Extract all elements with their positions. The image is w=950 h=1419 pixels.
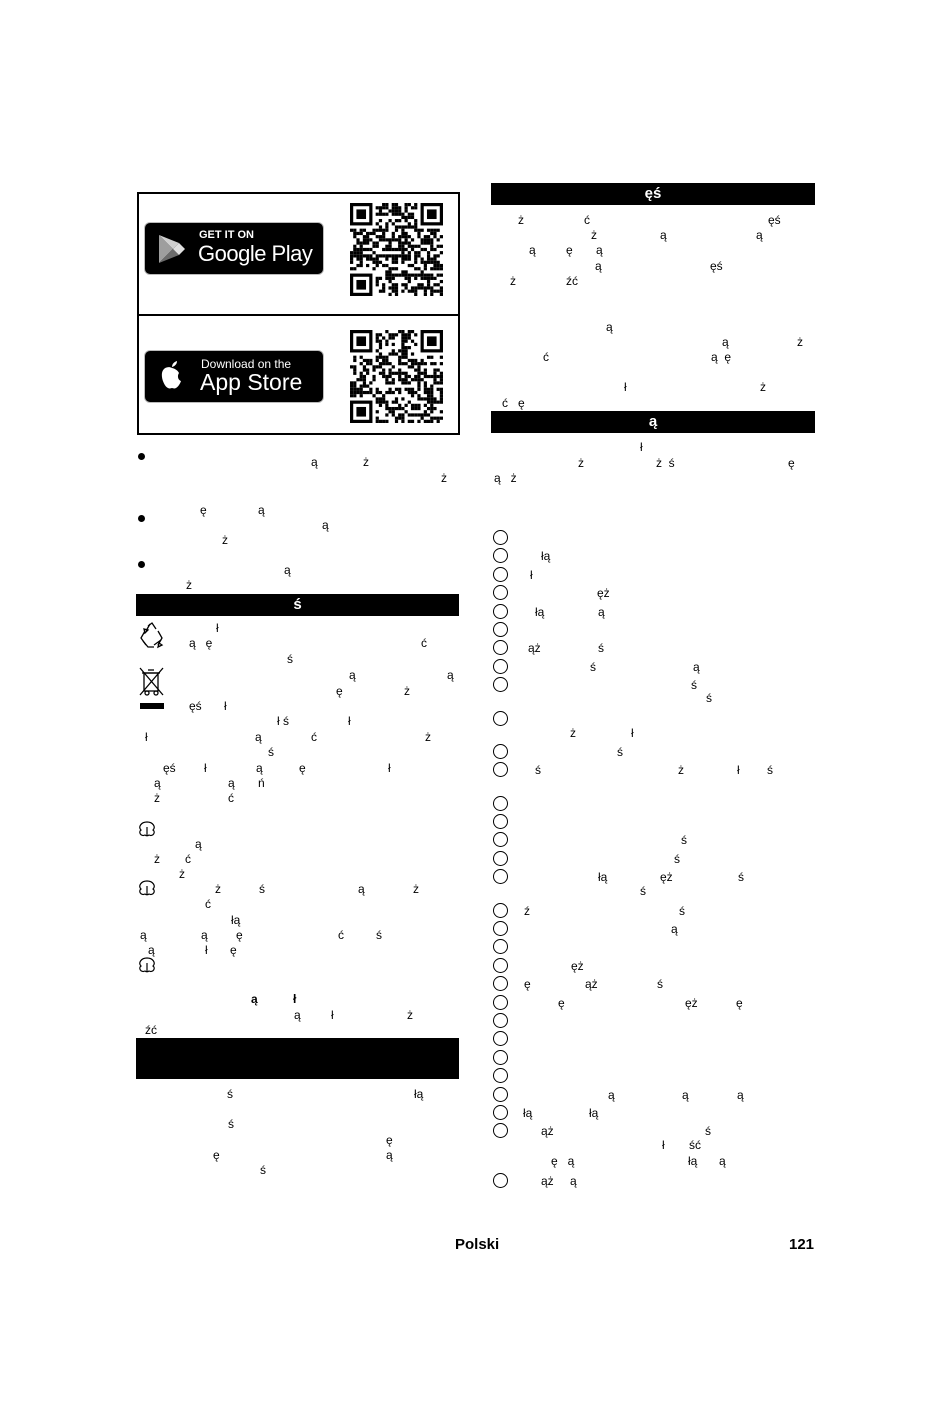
text-fragment: ą [660,228,667,242]
text-fragment: ą [595,259,602,273]
text-fragment: ś [706,691,712,705]
text-fragment: ł [224,699,227,713]
text-fragment: ł [216,621,219,635]
text-fragment: ą [256,761,263,775]
text-fragment: ć [584,213,590,227]
text-fragment: ż [760,380,766,394]
text-fragment: ę [788,456,795,470]
text-fragment: ą [358,882,365,896]
text-fragment: ś [376,928,382,942]
item-number-circle [493,796,508,811]
text-fragment: ą [258,503,265,517]
bullet-1 [138,453,145,460]
text-fragment: ż ś [656,456,675,470]
text-fragment: źć [145,1023,157,1037]
text-fragment: ł [348,714,351,728]
text-fragment: ż [404,684,410,698]
text-fragment: ł [293,992,297,1006]
text-fragment: ą [596,243,603,257]
item-number-circle [493,814,508,829]
item-number-circle [493,939,508,954]
text-fragment: ś [590,660,596,674]
text-fragment: ś [535,763,541,777]
text-fragment: ę [200,503,207,517]
text-fragment: ć [185,852,191,866]
footer-language: Polski [455,1236,500,1253]
text-fragment: ąż [528,641,541,655]
text-fragment: ą [737,1088,744,1102]
text-fragment: ł [530,568,533,582]
text-fragment: ę [230,943,237,957]
text-fragment: ą ę [711,350,732,364]
text-fragment: ęś [768,213,781,227]
text-fragment: ą [608,1088,615,1102]
text-fragment: ą [255,730,262,744]
google-play-top-text: GET IT ON [199,229,254,241]
item-number-circle [493,1013,508,1028]
text-fragment: ł [662,1138,665,1152]
section-bar [136,1038,459,1079]
text-fragment: ąż [541,1174,554,1188]
item-number-circle [493,1173,508,1188]
text-fragment: ż [154,791,160,805]
text-fragment: ą [201,928,208,942]
text-fragment: ż [591,228,597,242]
text-fragment: ż [363,455,369,469]
text-fragment: ł [631,726,634,740]
text-fragment: ś [227,1087,233,1101]
text-fragment: ę [336,684,343,698]
text-fragment: ą [719,1154,726,1168]
text-fragment: ą ż [494,471,517,485]
text-fragment: ć [338,928,344,942]
text-fragment: ż [179,867,185,881]
text-fragment: ą [251,992,258,1006]
text-fragment: ż [425,730,431,744]
item-number-circle [493,1031,508,1046]
item-number-circle [493,548,508,563]
text-fragment: ą [154,776,161,790]
text-fragment: ą [284,563,291,577]
text-fragment: ą [386,1148,393,1162]
text-fragment: ą [294,1008,301,1022]
text-fragment: ą [349,668,356,682]
google-play-icon [155,233,187,265]
item-number-circle [493,869,508,884]
app-store-badge[interactable] [144,350,324,403]
item-number-circle [493,976,508,991]
app-store-top-text: Download on the [201,357,292,371]
text-fragment: ś [767,763,773,777]
text-fragment: ę [213,1148,220,1162]
text-fragment: ęż [685,996,698,1010]
text-fragment: ć [543,350,549,364]
text-fragment: ęś [710,259,723,273]
text-fragment: ś [268,745,274,759]
text-fragment: ć [421,636,427,650]
disposal-section-heading: ś [136,594,459,616]
text-fragment: ś [705,1124,711,1138]
text-fragment: ł [737,763,740,777]
item-number-circle [493,1123,508,1138]
bullet-3 [138,561,145,568]
text-fragment: ż [154,852,160,866]
text-fragment: ść [689,1138,701,1152]
item-number-circle [493,711,508,726]
text-fragment: ż [222,533,228,547]
text-fragment: ż [186,578,192,592]
text-fragment: łą [231,913,241,927]
text-fragment: ę [566,243,573,257]
page-number: 121 [789,1236,815,1253]
text-fragment: ł [640,440,643,454]
app-store-name: App Store [200,369,303,395]
item-number-circle [493,1105,508,1120]
item-number-circle [493,567,508,582]
text-fragment: ł [205,943,208,957]
item-number-circle [493,677,508,692]
text-fragment: ęż [571,959,584,973]
text-fragment: ś [657,977,663,991]
text-fragment: ż [215,882,221,896]
text-fragment: ś [287,652,293,666]
text-fragment: ć [228,791,234,805]
text-fragment: ł [145,730,148,744]
item-number-circle [493,530,508,545]
panel-divider [139,314,458,316]
bullet-2 [138,515,145,522]
text-fragment: ł [204,761,207,775]
right-heading-1: ęś [491,183,815,205]
text-fragment: ą [148,943,155,957]
text-fragment: ć [311,730,317,744]
app-store-qr-code [350,330,443,428]
text-fragment: ż [578,456,584,470]
text-fragment: ęś [189,699,202,713]
recycle-icon [137,621,167,651]
item-number-circle [493,995,508,1010]
text-fragment: ęś [163,761,176,775]
text-fragment: ą [682,1088,689,1102]
google-play-qr-code [350,203,443,301]
text-fragment: łą [688,1154,698,1168]
item-number-circle [493,744,508,759]
text-fragment: łą [589,1106,599,1120]
text-fragment: ź [524,904,530,918]
text-fragment: ł [388,761,391,775]
item-number-circle [493,659,508,674]
item-number-circle [493,903,508,918]
text-fragment: ś [260,1163,266,1177]
text-fragment: ś [640,884,646,898]
text-fragment: źć [566,274,578,288]
text-fragment: ą ę [189,636,213,650]
text-fragment: ę ą [551,1154,575,1168]
item-number-circle [493,1068,508,1083]
text-fragment: ż [407,1008,413,1022]
google-play-badge[interactable] [144,222,324,275]
text-fragment: ż [678,763,684,777]
text-fragment: ż [413,882,419,896]
text-fragment: ą [447,668,454,682]
text-fragment: ż [441,471,447,485]
text-fragment: ąż [585,977,598,991]
text-fragment: ęż [660,870,673,884]
text-fragment: ś [598,641,604,655]
leaf-icon [137,957,157,973]
text-fragment: ż [797,335,803,349]
text-fragment: ś [681,833,687,847]
text-fragment: ś [617,745,623,759]
item-number-circle [493,762,508,777]
text-fragment: ł ś [277,714,289,728]
text-fragment: ą [529,243,536,257]
text-fragment: ś [691,678,697,692]
text-fragment: ą [311,455,318,469]
right-heading-3: ą [491,411,815,433]
text-fragment: ś [679,904,685,918]
text-fragment: ę [386,1133,393,1147]
google-play-name: Google Play [198,241,313,266]
item-number-circle [493,1050,508,1065]
text-fragment: ą [195,837,202,851]
text-fragment: ą [228,776,235,790]
text-fragment: ę [736,996,743,1010]
text-fragment: ą [322,518,329,532]
item-number-circle [493,921,508,936]
item-number-circle [493,958,508,973]
apple-icon [157,359,187,393]
item-number-circle [493,585,508,600]
text-fragment: łą [541,549,551,563]
text-fragment: łą [523,1106,533,1120]
text-fragment: ą [722,335,729,349]
text-fragment: ę [558,996,565,1010]
text-fragment: ą [140,928,147,942]
text-fragment: ś [674,852,680,866]
text-fragment: ć [205,897,211,911]
item-number-circle [493,851,508,866]
text-fragment: łą [414,1087,424,1101]
text-fragment: ą [693,660,700,674]
text-fragment: ś [228,1117,234,1131]
text-fragment: ż [510,274,516,288]
text-fragment: ą [756,228,763,242]
text-fragment: ę [524,977,531,991]
text-fragment: ą [598,605,605,619]
item-number-circle [493,640,508,655]
crossed-bin-icon [138,665,166,711]
text-fragment: ż [570,726,576,740]
text-fragment: ś [259,882,265,896]
text-fragment: ł [624,380,627,394]
text-fragment: łą [598,870,608,884]
text-fragment: ę [236,928,243,942]
item-number-circle [493,604,508,619]
text-fragment: ąż [541,1124,554,1138]
text-fragment: ęż [597,586,610,600]
text-fragment: ł [331,1008,334,1022]
item-number-circle [493,832,508,847]
text-fragment: ć ę [502,396,525,410]
leaf-icon [137,880,157,896]
item-number-circle [493,1087,508,1102]
text-fragment: ń [258,776,265,790]
text-fragment: ś [738,870,744,884]
text-fragment: ą [606,320,613,334]
text-fragment: ż [518,213,524,227]
leaf-icon [137,821,157,837]
text-fragment: ą [671,922,678,936]
item-number-circle [493,622,508,637]
text-fragment: łą [535,605,545,619]
text-fragment: ą [570,1174,577,1188]
text-fragment: ę [299,761,306,775]
